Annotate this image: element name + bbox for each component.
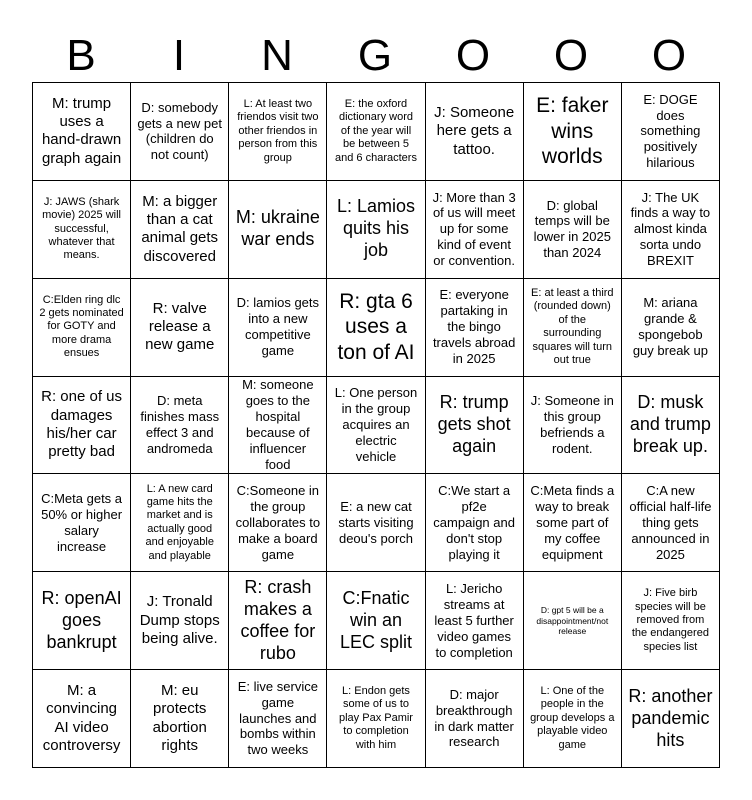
cell-text: C:A new official half-life thing gets announced in 2025 <box>629 483 712 562</box>
bingo-cell[interactable] <box>622 279 720 377</box>
bingo-cell[interactable] <box>327 572 425 670</box>
bingo-cell[interactable] <box>131 83 229 181</box>
bingo-cell[interactable] <box>327 377 425 475</box>
bingo-cell[interactable] <box>229 83 327 181</box>
cell-text: D: musk and trump break up. <box>629 392 711 456</box>
bingo-cell[interactable] <box>622 181 720 279</box>
bingo-cell[interactable] <box>327 279 425 377</box>
bingo-cell[interactable] <box>33 377 131 475</box>
cell-text: L: A new card game hits the market and is actually good and enjoyable and playable <box>145 482 214 562</box>
bingo-cell[interactable] <box>131 279 229 377</box>
cell-text: L: Endon gets some of us to play Pax Pamir to completion with him <box>339 685 413 751</box>
cell-text: E: everyone partaking in the bingo travels abroad in 2025 <box>432 287 516 366</box>
bingo-cell[interactable] <box>131 474 229 572</box>
title-letter: N <box>261 31 293 80</box>
bingo-cell[interactable] <box>426 279 524 377</box>
bingo-cell[interactable] <box>327 670 425 768</box>
cell-text: E: the oxford dictionary word of the year will be between 5 and 6 characters <box>335 97 417 164</box>
cell-text: J: Tronald Dump stops being alive. <box>139 593 220 647</box>
cell-text: E: faker wins worlds <box>536 94 609 169</box>
bingo-cell[interactable] <box>131 181 229 279</box>
bingo-cell[interactable] <box>524 377 622 475</box>
bingo-cell[interactable] <box>131 670 229 768</box>
cell-text: M: ukraine war ends <box>235 207 320 250</box>
cell-text: M: ariana grande & spongebob guy break up <box>632 295 708 358</box>
bingo-cell[interactable] <box>327 181 425 279</box>
bingo-cell[interactable] <box>622 377 720 475</box>
cell-text: M: a convincing AI video controversy <box>42 681 121 754</box>
bingo-cell[interactable] <box>229 377 327 475</box>
bingo-cell[interactable] <box>229 279 327 377</box>
cell-text: C:Someone in the group collaborates to make a board game <box>235 483 321 562</box>
cell-text: L: At least two friendos visit two other friendos in person from this group <box>237 97 319 164</box>
bingo-grid <box>32 82 720 768</box>
cell-text: R: trump gets shot again <box>437 392 511 456</box>
cell-text: M: trump uses a hand-drawn graph again <box>41 94 122 167</box>
cell-text: J: Someone in this group befriends a rodent. <box>530 393 614 456</box>
cell-text: C:Elden ring dlc 2 gets nominated for GOTY and more drama ensues <box>39 293 124 360</box>
cell-text: C:Meta gets a 50% or higher salary increase <box>41 491 123 554</box>
bingo-cell[interactable] <box>426 377 524 475</box>
cell-text: L: Lamios quits his job <box>336 196 416 261</box>
bingo-cell[interactable] <box>524 83 622 181</box>
bingo-cell[interactable] <box>524 279 622 377</box>
bingo-cell[interactable] <box>33 572 131 670</box>
bingo-cell[interactable] <box>426 181 524 279</box>
cell-text: J: Five birb species will be removed from the endangered species list <box>631 587 709 653</box>
cell-text: D: somebody gets a new pet (children do not count) <box>137 99 222 163</box>
cell-text: R: crash makes a coffee for rubo <box>240 576 316 663</box>
title-letter: O <box>553 31 589 80</box>
bingo-cell[interactable] <box>426 670 524 768</box>
bingo-cell[interactable] <box>131 572 229 670</box>
cell-text: E: at least a third (rounded down) of the surrounding squares will turn out true <box>531 286 614 366</box>
cell-text: R: openAI goes bankrupt <box>41 587 122 652</box>
cell-text: D: lamios gets into a new competitive game <box>236 295 320 358</box>
bingo-cell[interactable] <box>33 279 131 377</box>
bingo-title <box>32 30 720 82</box>
bingo-cell[interactable] <box>327 83 425 181</box>
cell-text: R: another pandemic hits <box>628 685 713 750</box>
bingo-cell[interactable] <box>229 572 327 670</box>
bingo-cell[interactable] <box>524 181 622 279</box>
bingo-cell[interactable] <box>327 474 425 572</box>
title-letter: B <box>66 31 96 80</box>
bingo-cell[interactable] <box>33 181 131 279</box>
bingo-cell[interactable] <box>33 474 131 572</box>
cell-text: C:We start a pf2e campaign and don't stop playing it <box>433 483 515 562</box>
cell-text: E: live service game launches and bombs within two weeks <box>237 678 318 758</box>
cell-text: C:Fnatic win an LEC split <box>339 587 412 652</box>
cell-text: R: one of us damages his/her car pretty bad <box>41 388 123 461</box>
cell-text: L: One person in the group acquires an electric vehicle <box>334 385 418 464</box>
cell-text: E: a new cat starts visiting deou's porch <box>338 499 414 546</box>
cell-text: D: meta finishes mass effect 3 and andromeda <box>140 393 220 456</box>
cell-text: D: major breakthrough in dark matter research <box>434 686 514 750</box>
bingo-cell[interactable] <box>622 474 720 572</box>
bingo-cell[interactable] <box>229 670 327 768</box>
bingo-cell[interactable] <box>622 670 720 768</box>
title-letter: I <box>172 31 186 80</box>
cell-text: M: someone goes to the hospital because of influencer food <box>242 377 314 472</box>
cell-text: M: a bigger than a cat animal gets discovered <box>141 192 219 265</box>
cell-text: R: valve release a new game <box>145 299 215 354</box>
bingo-cell[interactable] <box>131 377 229 475</box>
title-letter: O <box>455 31 491 80</box>
bingo-cell[interactable] <box>622 572 720 670</box>
cell-text: D: gpt 5 will be a disappointment/not release <box>536 605 609 636</box>
cell-text: R: gta 6 uses a ton of AI <box>337 289 415 364</box>
bingo-cell[interactable] <box>33 670 131 768</box>
cell-text: D: global temps will be lower in 2025 than 2024 <box>533 197 611 261</box>
cell-text: J: The UK finds a way to almost kinda sorta undo BREXIT <box>630 189 711 269</box>
cell-text: C:Meta finds a way to break some part of my coffee equipment <box>530 483 615 562</box>
bingo-cell[interactable] <box>33 83 131 181</box>
cell-text: L: One of the people in the group develops a playable video game <box>530 685 615 751</box>
bingo-cell[interactable] <box>426 83 524 181</box>
bingo-cell[interactable] <box>229 474 327 572</box>
title-letter: G <box>357 31 393 80</box>
title-letter: O <box>651 31 687 80</box>
cell-text: J: Someone here gets a tattoo. <box>434 103 515 158</box>
bingo-cell[interactable] <box>524 572 622 670</box>
bingo-cell[interactable] <box>426 474 524 572</box>
cell-text: M: eu protects abortion rights <box>152 681 207 754</box>
cell-text: J: JAWS (shark movie) 2025 will successful, whatever that means. <box>42 195 121 262</box>
cell-text: J: More than 3 of us will meet up for some kind of event or convention. <box>432 189 516 269</box>
bingo-cell[interactable] <box>426 572 524 670</box>
cell-text: L: Jericho streams at least 5 further video games to completion <box>434 581 514 660</box>
bingo-cell[interactable] <box>524 474 622 572</box>
bingo-cell[interactable] <box>229 181 327 279</box>
bingo-cell[interactable] <box>622 83 720 181</box>
cell-text: E: DOGE does something positively hilarious <box>640 91 701 171</box>
bingo-cell[interactable] <box>524 670 622 768</box>
